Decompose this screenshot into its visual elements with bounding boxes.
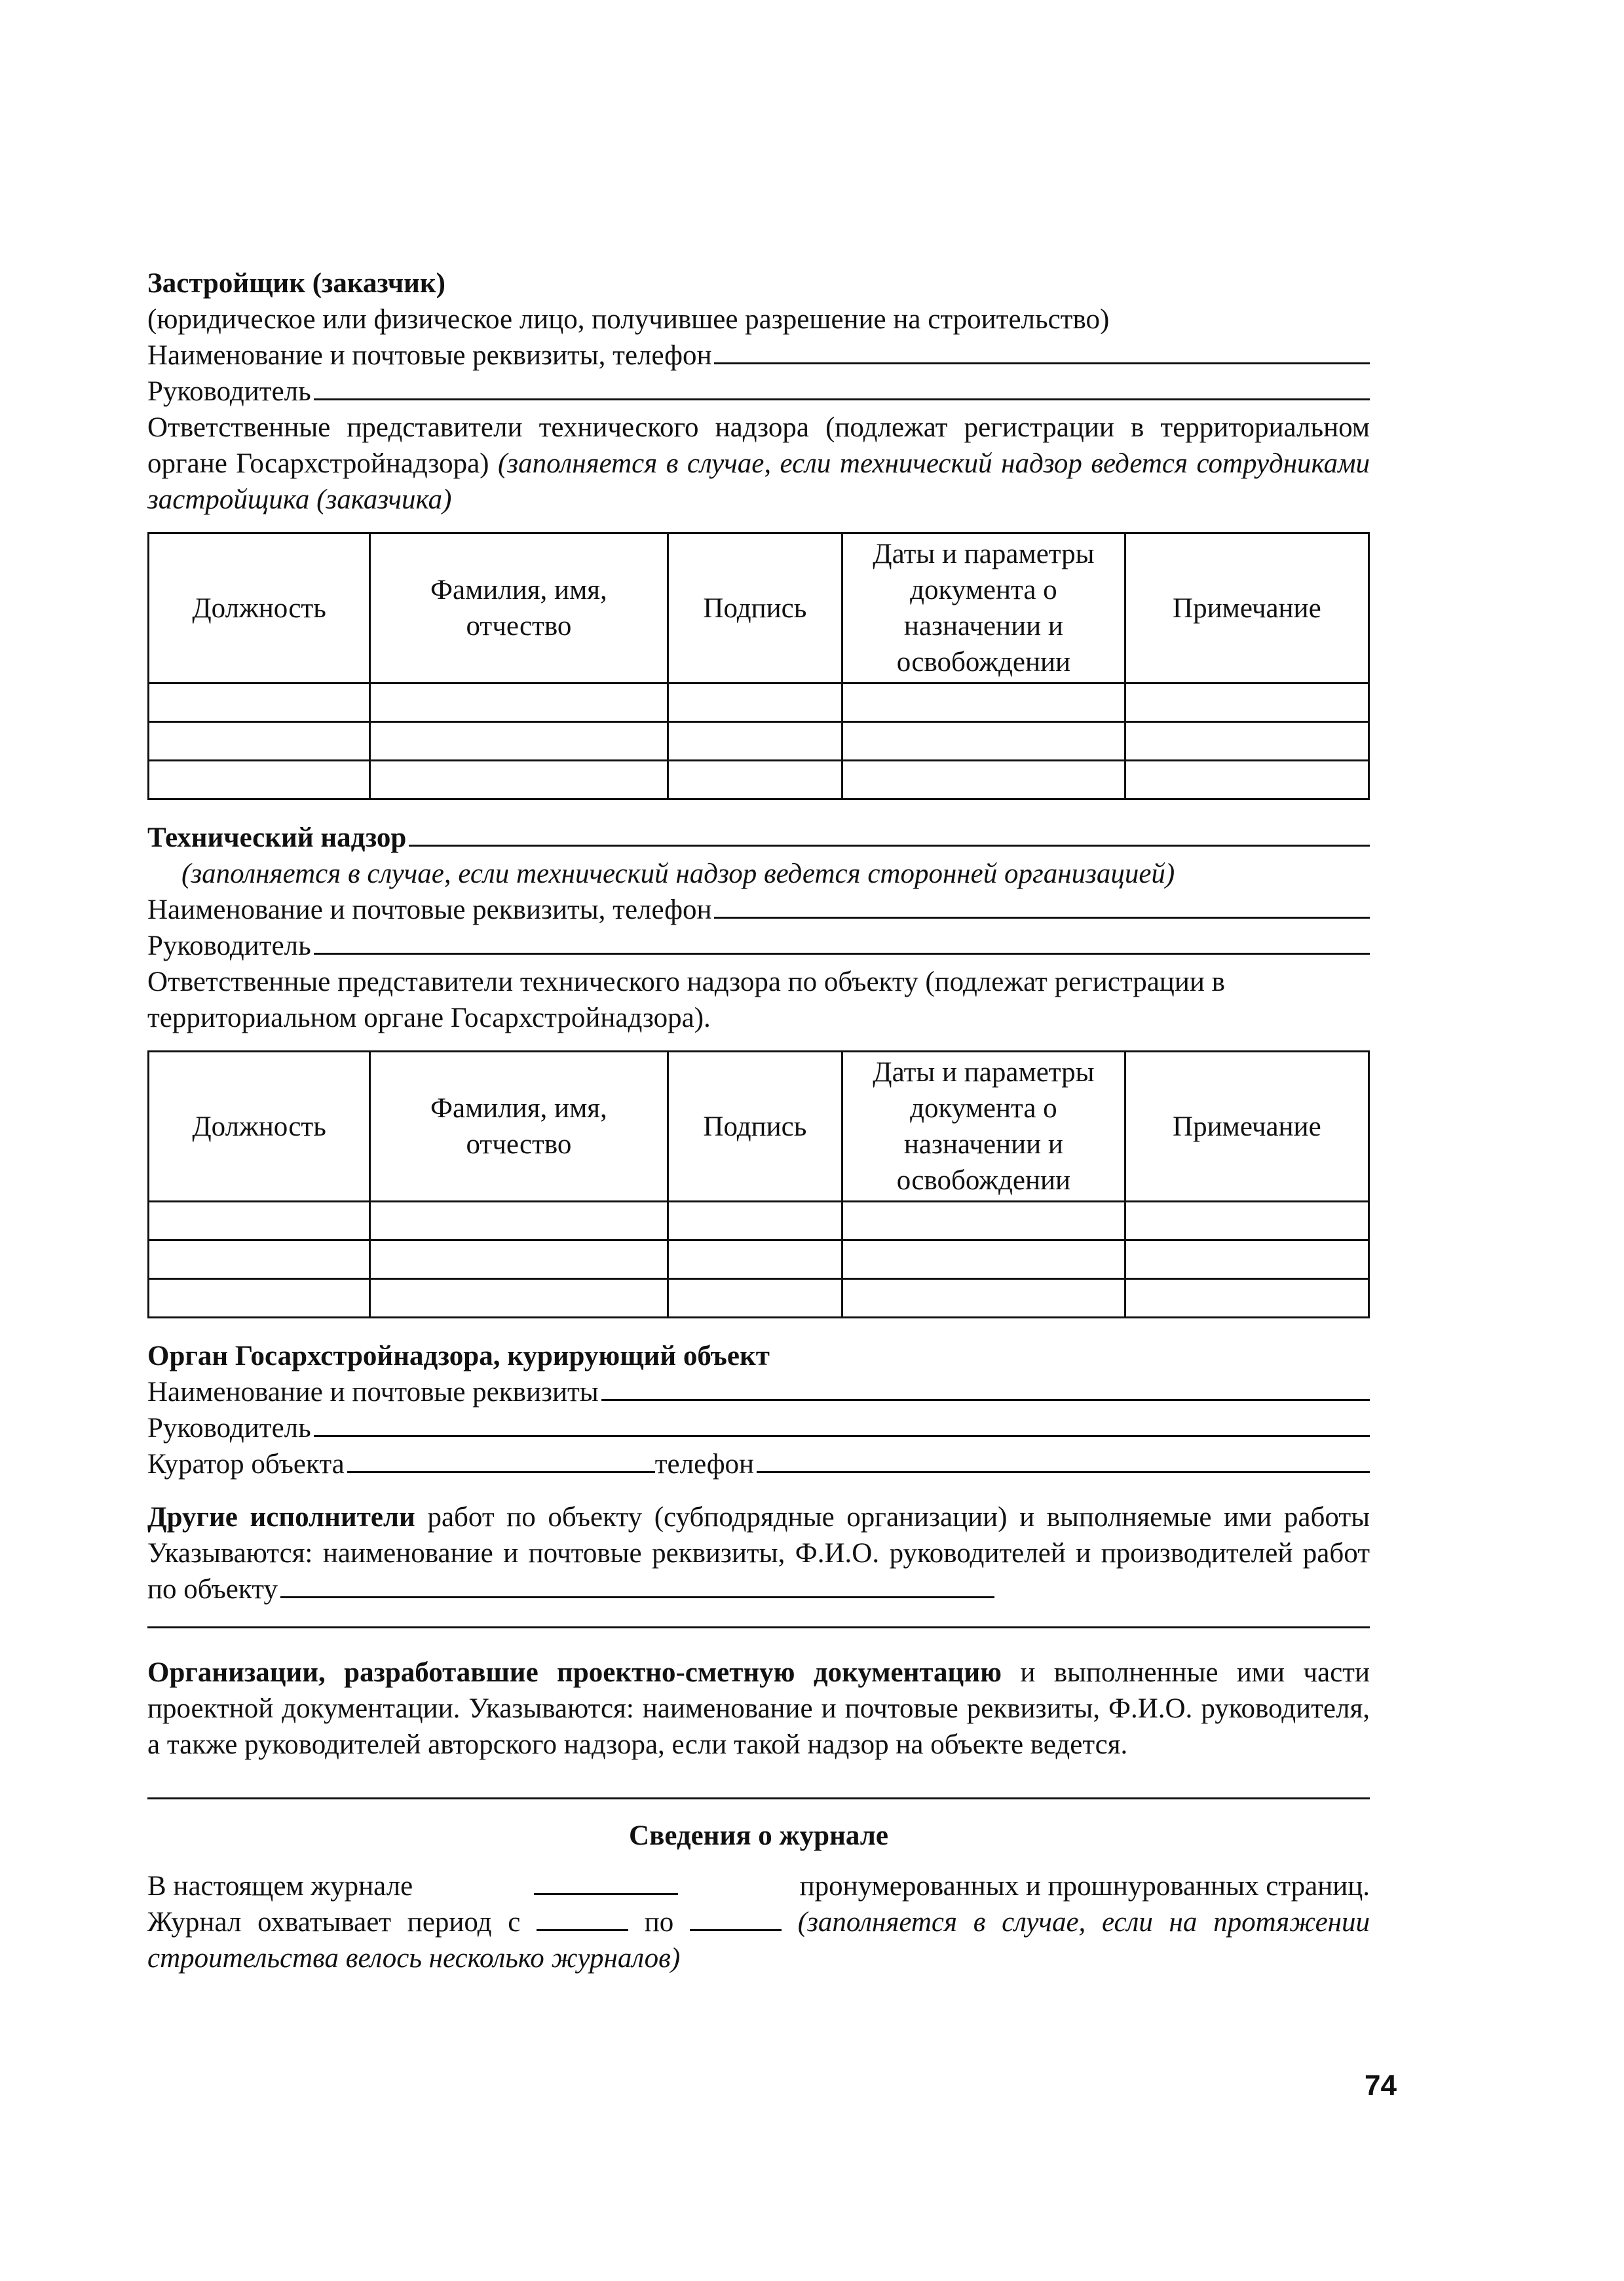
journal-pages-field[interactable] [534, 1871, 678, 1895]
tech-name-field[interactable] [714, 893, 1370, 919]
other-contractors-extra-line[interactable] [147, 1626, 1370, 1628]
authority-name-label: Наименование и почтовые реквизиты [147, 1377, 599, 1408]
journal-period-paragraph [147, 1904, 1370, 1976]
authority-phone-label: телефон [654, 1449, 755, 1480]
tech-head-field[interactable] [314, 929, 1370, 955]
cell-full-name[interactable] [370, 722, 668, 761]
cell-document[interactable] [842, 683, 1125, 722]
table-row [149, 1279, 1369, 1318]
other-contractors-field[interactable] [280, 1574, 994, 1598]
cell-signature[interactable] [668, 761, 842, 799]
authority-head-label: Руководитель [147, 1413, 311, 1444]
cell-position[interactable] [149, 1240, 370, 1279]
developer-head-label: Руководитель [147, 376, 311, 407]
col-position: Должность [149, 533, 370, 683]
tech-supervision-field[interactable] [409, 821, 1370, 847]
journal-period-note: (заполняется в случае, если на протяжении строительства велось несколько журналов) [147, 1907, 1370, 1974]
journal-period-mid: по [644, 1907, 674, 1938]
cell-note[interactable] [1125, 683, 1369, 722]
cell-full-name[interactable] [370, 1240, 668, 1279]
tech-name-row [147, 892, 1370, 928]
table-row [149, 1202, 1369, 1240]
authority-title: Орган Госархстройнадзора, курирующий объект [147, 1341, 770, 1371]
cell-full-name[interactable] [370, 1279, 668, 1318]
tech-supervision-row [147, 820, 1370, 856]
col-signature: Подпись [668, 533, 842, 683]
authority-curator-field[interactable] [347, 1449, 655, 1473]
other-contractors-title: Другие исполнители [147, 1502, 415, 1533]
authority-head-row [147, 1410, 1370, 1446]
cell-signature[interactable] [668, 683, 842, 722]
table-header-row [149, 1052, 1369, 1202]
developer-name-label: Наименование и почтовые реквизиты, телефон [147, 340, 712, 371]
table-header-row [149, 533, 1369, 683]
cell-position[interactable] [149, 1279, 370, 1318]
cell-position[interactable] [149, 722, 370, 761]
col-document: Даты и параметры документа о назначении и освобождении [842, 1052, 1125, 1202]
journal-pages-row [147, 1868, 1370, 1904]
authority-curator-label: Куратор объекта [147, 1449, 345, 1480]
cell-note[interactable] [1125, 1202, 1369, 1240]
developer-subtitle: (юридическое или физическое лицо, получившее разрешение на строительство) [147, 304, 1110, 335]
col-note: Примечание [1125, 533, 1369, 683]
cell-full-name[interactable] [370, 683, 668, 722]
developer-reps-table [147, 532, 1370, 800]
col-full-name: Фамилия, имя, отчество [370, 1052, 668, 1202]
journal-pages-suffix: пронумерованных и прошнурованных страниц. [799, 1871, 1370, 1902]
table-row [149, 761, 1369, 799]
cell-full-name[interactable] [370, 1202, 668, 1240]
developer-reps-note: (заполняется в случае, если технический надзор ведется сотрудниками застройщика (заказчика) [147, 448, 1370, 515]
developer-name-row [147, 337, 1370, 374]
cell-position[interactable] [149, 683, 370, 722]
journal-period-from-field[interactable] [537, 1907, 628, 1931]
journal-period-to-field[interactable] [690, 1907, 782, 1931]
cell-signature[interactable] [668, 1279, 842, 1318]
developer-reps-text: Ответственные представители технического надзора (подлежат регистрации в территориальном органе Госархстройнадзора) [147, 412, 1370, 479]
authority-name-row [147, 1374, 1370, 1410]
design-orgs-text: и выполненные ими части проектной документации. Указываются: наименование и почтовые реквизиты, Ф.И.О. руководителя, а также руководителей авторского надзора, если такой надзор на объекте ведется. [147, 1657, 1370, 1760]
cell-document[interactable] [842, 722, 1125, 761]
cell-position[interactable] [149, 761, 370, 799]
cell-signature[interactable] [668, 1240, 842, 1279]
cell-note[interactable] [1125, 722, 1369, 761]
table-row [149, 1240, 1369, 1279]
developer-head-field[interactable] [314, 375, 1370, 400]
authority-curator-row [147, 1446, 1370, 1482]
cell-signature[interactable] [668, 1202, 842, 1240]
col-document: Даты и параметры документа о назначении и освобождении [842, 533, 1125, 683]
design-orgs-title: Организации, разработавшие проектно-сметную документацию [147, 1657, 1002, 1688]
cell-document[interactable] [842, 761, 1125, 799]
authority-name-field[interactable] [601, 1375, 1370, 1401]
tech-reps-text: Ответственные представители технического надзора по объекту (подлежат регистрации в территориальном органе Госархстройнадзора). [147, 967, 1225, 1033]
cell-full-name[interactable] [370, 761, 668, 799]
cell-document[interactable] [842, 1240, 1125, 1279]
authority-phone-field[interactable] [757, 1447, 1370, 1473]
table-row [149, 683, 1369, 722]
other-contractors-text: работ по объекту (субподрядные организации) и выполняемые ими работы Указываются: наименование и почтовые реквизиты, Ф.И.О. руководителей и производителей работ по объекту [147, 1502, 1370, 1605]
cell-note[interactable] [1125, 761, 1369, 799]
design-orgs-field[interactable] [147, 1797, 1370, 1799]
tech-head-label: Руководитель [147, 930, 311, 961]
document-page [147, 265, 1370, 1976]
col-position: Должность [149, 1052, 370, 1202]
page-number: 74 [1365, 2069, 1397, 2101]
cell-document[interactable] [842, 1279, 1125, 1318]
cell-signature[interactable] [668, 722, 842, 761]
col-full-name: Фамилия, имя, отчество [370, 533, 668, 683]
tech-supervision-title: Технический надзор [147, 822, 407, 853]
table-row [149, 722, 1369, 761]
cell-position[interactable] [149, 1202, 370, 1240]
authority-head-field[interactable] [314, 1411, 1370, 1437]
tech-name-label: Наименование и почтовые реквизиты, телефон [147, 894, 712, 925]
journal-period-prefix: Журнал охватывает период с [147, 1907, 521, 1938]
other-contractors-paragraph [147, 1499, 1370, 1607]
developer-reps-paragraph [147, 410, 1370, 518]
design-orgs-paragraph [147, 1655, 1370, 1763]
tech-head-row [147, 928, 1370, 964]
tech-reps-table [147, 1050, 1370, 1318]
col-signature: Подпись [668, 1052, 842, 1202]
journal-pages-prefix: В настоящем журнале [147, 1871, 413, 1902]
journal-info-title: Сведения о журнале [629, 1820, 888, 1851]
developer-title: Застройщик (заказчик) [147, 268, 445, 299]
developer-name-field[interactable] [714, 339, 1370, 364]
developer-head-row [147, 374, 1370, 410]
cell-note[interactable] [1125, 1279, 1369, 1318]
col-note: Примечание [1125, 1052, 1369, 1202]
cell-note[interactable] [1125, 1240, 1369, 1279]
cell-document[interactable] [842, 1202, 1125, 1240]
tech-supervision-note: (заполняется в случае, если технический надзор ведется сторонней организацией) [181, 858, 1175, 889]
